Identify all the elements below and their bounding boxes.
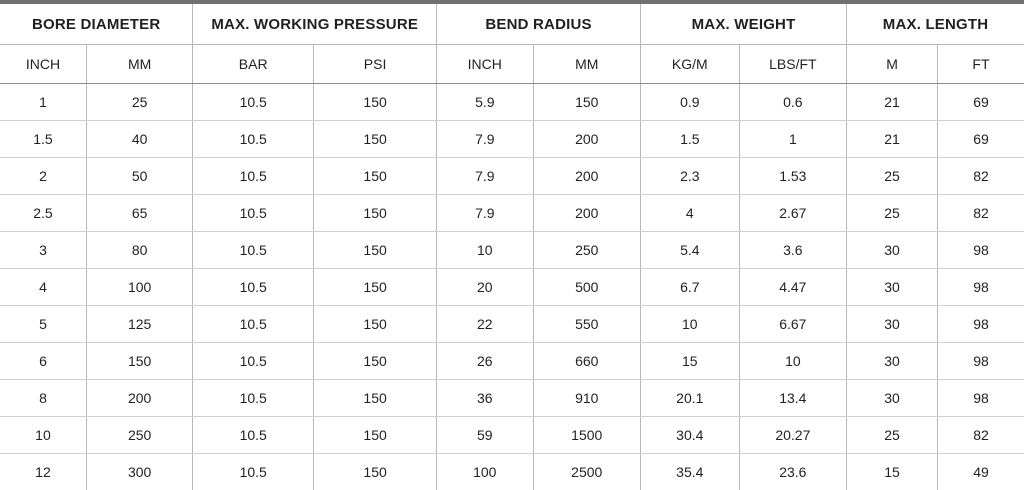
- unit-header-length-ft: FT: [937, 45, 1024, 84]
- cell-pressure-psi: 150: [314, 306, 437, 343]
- unit-header-bend-inch: INCH: [437, 45, 533, 84]
- cell-bore-inch: 4: [0, 269, 86, 306]
- cell-bore-inch: 2.5: [0, 195, 86, 232]
- cell-bend-inch: 59: [437, 417, 533, 454]
- cell-weight-lbsft: 10: [739, 343, 846, 380]
- cell-length-m: 30: [847, 343, 938, 380]
- cell-bore-mm: 100: [86, 269, 192, 306]
- cell-bore-mm: 50: [86, 158, 192, 195]
- cell-weight-kgm: 30.4: [640, 417, 739, 454]
- cell-weight-kgm: 15: [640, 343, 739, 380]
- cell-bore-inch: 12: [0, 454, 86, 490]
- cell-bend-mm: 200: [533, 158, 640, 195]
- cell-pressure-bar: 10.5: [193, 195, 314, 232]
- unit-header-weight-lbsft: LBS/FT: [739, 45, 846, 84]
- cell-bend-inch: 100: [437, 454, 533, 490]
- cell-length-ft: 98: [937, 306, 1024, 343]
- group-header-bore-diameter: BORE DIAMETER: [0, 4, 193, 45]
- group-header-bend-radius: BEND RADIUS: [437, 4, 641, 45]
- cell-weight-lbsft: 1: [739, 121, 846, 158]
- cell-pressure-bar: 10.5: [193, 158, 314, 195]
- cell-bore-inch: 5: [0, 306, 86, 343]
- cell-pressure-bar: 10.5: [193, 232, 314, 269]
- cell-bend-inch: 5.9: [437, 84, 533, 121]
- table-row: [0, 232, 1024, 269]
- cell-bend-mm: 250: [533, 232, 640, 269]
- cell-bore-inch: 6: [0, 343, 86, 380]
- cell-length-ft: 98: [937, 269, 1024, 306]
- hose-specification-table: [0, 4, 1024, 490]
- cell-weight-lbsft: 23.6: [739, 454, 846, 490]
- group-header-max-working-pressure: MAX. WORKING PRESSURE: [193, 4, 437, 45]
- cell-length-ft: 82: [937, 195, 1024, 232]
- cell-bend-mm: 200: [533, 195, 640, 232]
- cell-bend-mm: 660: [533, 343, 640, 380]
- cell-length-ft: 49: [937, 454, 1024, 490]
- cell-weight-kgm: 4: [640, 195, 739, 232]
- cell-pressure-bar: 10.5: [193, 343, 314, 380]
- cell-length-m: 30: [847, 232, 938, 269]
- cell-pressure-psi: 150: [314, 417, 437, 454]
- cell-weight-lbsft: 6.67: [739, 306, 846, 343]
- cell-bore-mm: 25: [86, 84, 192, 121]
- cell-pressure-bar: 10.5: [193, 84, 314, 121]
- cell-length-ft: 82: [937, 417, 1024, 454]
- cell-length-m: 15: [847, 454, 938, 490]
- cell-bore-mm: 150: [86, 343, 192, 380]
- cell-length-ft: 69: [937, 84, 1024, 121]
- unit-header-length-m: M: [847, 45, 938, 84]
- cell-pressure-bar: 10.5: [193, 417, 314, 454]
- cell-pressure-psi: 150: [314, 269, 437, 306]
- cell-length-m: 30: [847, 269, 938, 306]
- table-row: [0, 195, 1024, 232]
- cell-pressure-bar: 10.5: [193, 380, 314, 417]
- cell-bend-inch: 7.9: [437, 195, 533, 232]
- cell-length-ft: 98: [937, 232, 1024, 269]
- cell-bend-mm: 500: [533, 269, 640, 306]
- cell-weight-kgm: 6.7: [640, 269, 739, 306]
- cell-weight-lbsft: 13.4: [739, 380, 846, 417]
- table-row: [0, 417, 1024, 454]
- table-row: [0, 158, 1024, 195]
- cell-bore-mm: 80: [86, 232, 192, 269]
- cell-pressure-psi: 150: [314, 158, 437, 195]
- cell-weight-kgm: 35.4: [640, 454, 739, 490]
- cell-pressure-psi: 150: [314, 380, 437, 417]
- cell-length-m: 25: [847, 195, 938, 232]
- cell-length-m: 25: [847, 158, 938, 195]
- cell-length-ft: 98: [937, 343, 1024, 380]
- cell-weight-lbsft: 2.67: [739, 195, 846, 232]
- table-row: [0, 306, 1024, 343]
- cell-bore-inch: 8: [0, 380, 86, 417]
- cell-bend-mm: 550: [533, 306, 640, 343]
- cell-weight-lbsft: 1.53: [739, 158, 846, 195]
- table-row: [0, 343, 1024, 380]
- cell-weight-kgm: 20.1: [640, 380, 739, 417]
- table-header: [0, 4, 1024, 84]
- cell-bore-mm: 125: [86, 306, 192, 343]
- cell-bend-inch: 7.9: [437, 158, 533, 195]
- cell-length-m: 21: [847, 84, 938, 121]
- cell-length-m: 21: [847, 121, 938, 158]
- cell-weight-lbsft: 20.27: [739, 417, 846, 454]
- unit-header-row: [0, 45, 1024, 84]
- cell-pressure-psi: 150: [314, 454, 437, 490]
- unit-header-pressure-bar: BAR: [193, 45, 314, 84]
- cell-pressure-bar: 10.5: [193, 269, 314, 306]
- cell-pressure-psi: 150: [314, 121, 437, 158]
- cell-weight-kgm: 5.4: [640, 232, 739, 269]
- cell-weight-kgm: 0.9: [640, 84, 739, 121]
- cell-length-ft: 98: [937, 380, 1024, 417]
- group-header-row: [0, 4, 1024, 45]
- unit-header-bore-inch: INCH: [0, 45, 86, 84]
- cell-pressure-bar: 10.5: [193, 454, 314, 490]
- cell-pressure-psi: 150: [314, 232, 437, 269]
- cell-weight-lbsft: 4.47: [739, 269, 846, 306]
- cell-bore-mm: 40: [86, 121, 192, 158]
- cell-length-m: 25: [847, 417, 938, 454]
- table-row: [0, 121, 1024, 158]
- cell-bore-inch: 2: [0, 158, 86, 195]
- table-row: [0, 269, 1024, 306]
- cell-bore-mm: 300: [86, 454, 192, 490]
- cell-bore-inch: 1.5: [0, 121, 86, 158]
- unit-header-weight-kgm: KG/M: [640, 45, 739, 84]
- cell-bend-inch: 26: [437, 343, 533, 380]
- cell-bend-mm: 1500: [533, 417, 640, 454]
- cell-bend-inch: 7.9: [437, 121, 533, 158]
- cell-weight-kgm: 2.3: [640, 158, 739, 195]
- group-header-max-weight: MAX. WEIGHT: [640, 4, 846, 45]
- table-body: [0, 84, 1024, 490]
- cell-bore-inch: 3: [0, 232, 86, 269]
- cell-pressure-psi: 150: [314, 343, 437, 380]
- table-row: [0, 380, 1024, 417]
- cell-bend-inch: 36: [437, 380, 533, 417]
- cell-bore-mm: 65: [86, 195, 192, 232]
- cell-bend-inch: 10: [437, 232, 533, 269]
- cell-pressure-psi: 150: [314, 84, 437, 121]
- cell-bore-inch: 10: [0, 417, 86, 454]
- cell-length-m: 30: [847, 380, 938, 417]
- cell-length-ft: 82: [937, 158, 1024, 195]
- cell-bore-mm: 250: [86, 417, 192, 454]
- table-row: [0, 84, 1024, 121]
- unit-header-pressure-psi: PSI: [314, 45, 437, 84]
- cell-bore-inch: 1: [0, 84, 86, 121]
- cell-length-m: 30: [847, 306, 938, 343]
- cell-pressure-bar: 10.5: [193, 306, 314, 343]
- cell-length-ft: 69: [937, 121, 1024, 158]
- cell-pressure-psi: 150: [314, 195, 437, 232]
- cell-bend-inch: 20: [437, 269, 533, 306]
- unit-header-bore-mm: MM: [86, 45, 192, 84]
- cell-bend-inch: 22: [437, 306, 533, 343]
- cell-bend-mm: 2500: [533, 454, 640, 490]
- cell-bend-mm: 150: [533, 84, 640, 121]
- cell-weight-kgm: 10: [640, 306, 739, 343]
- cell-bend-mm: 910: [533, 380, 640, 417]
- group-header-max-length: MAX. LENGTH: [847, 4, 1024, 45]
- cell-bend-mm: 200: [533, 121, 640, 158]
- cell-weight-lbsft: 0.6: [739, 84, 846, 121]
- cell-bore-mm: 200: [86, 380, 192, 417]
- cell-pressure-bar: 10.5: [193, 121, 314, 158]
- unit-header-bend-mm: MM: [533, 45, 640, 84]
- cell-weight-kgm: 1.5: [640, 121, 739, 158]
- cell-weight-lbsft: 3.6: [739, 232, 846, 269]
